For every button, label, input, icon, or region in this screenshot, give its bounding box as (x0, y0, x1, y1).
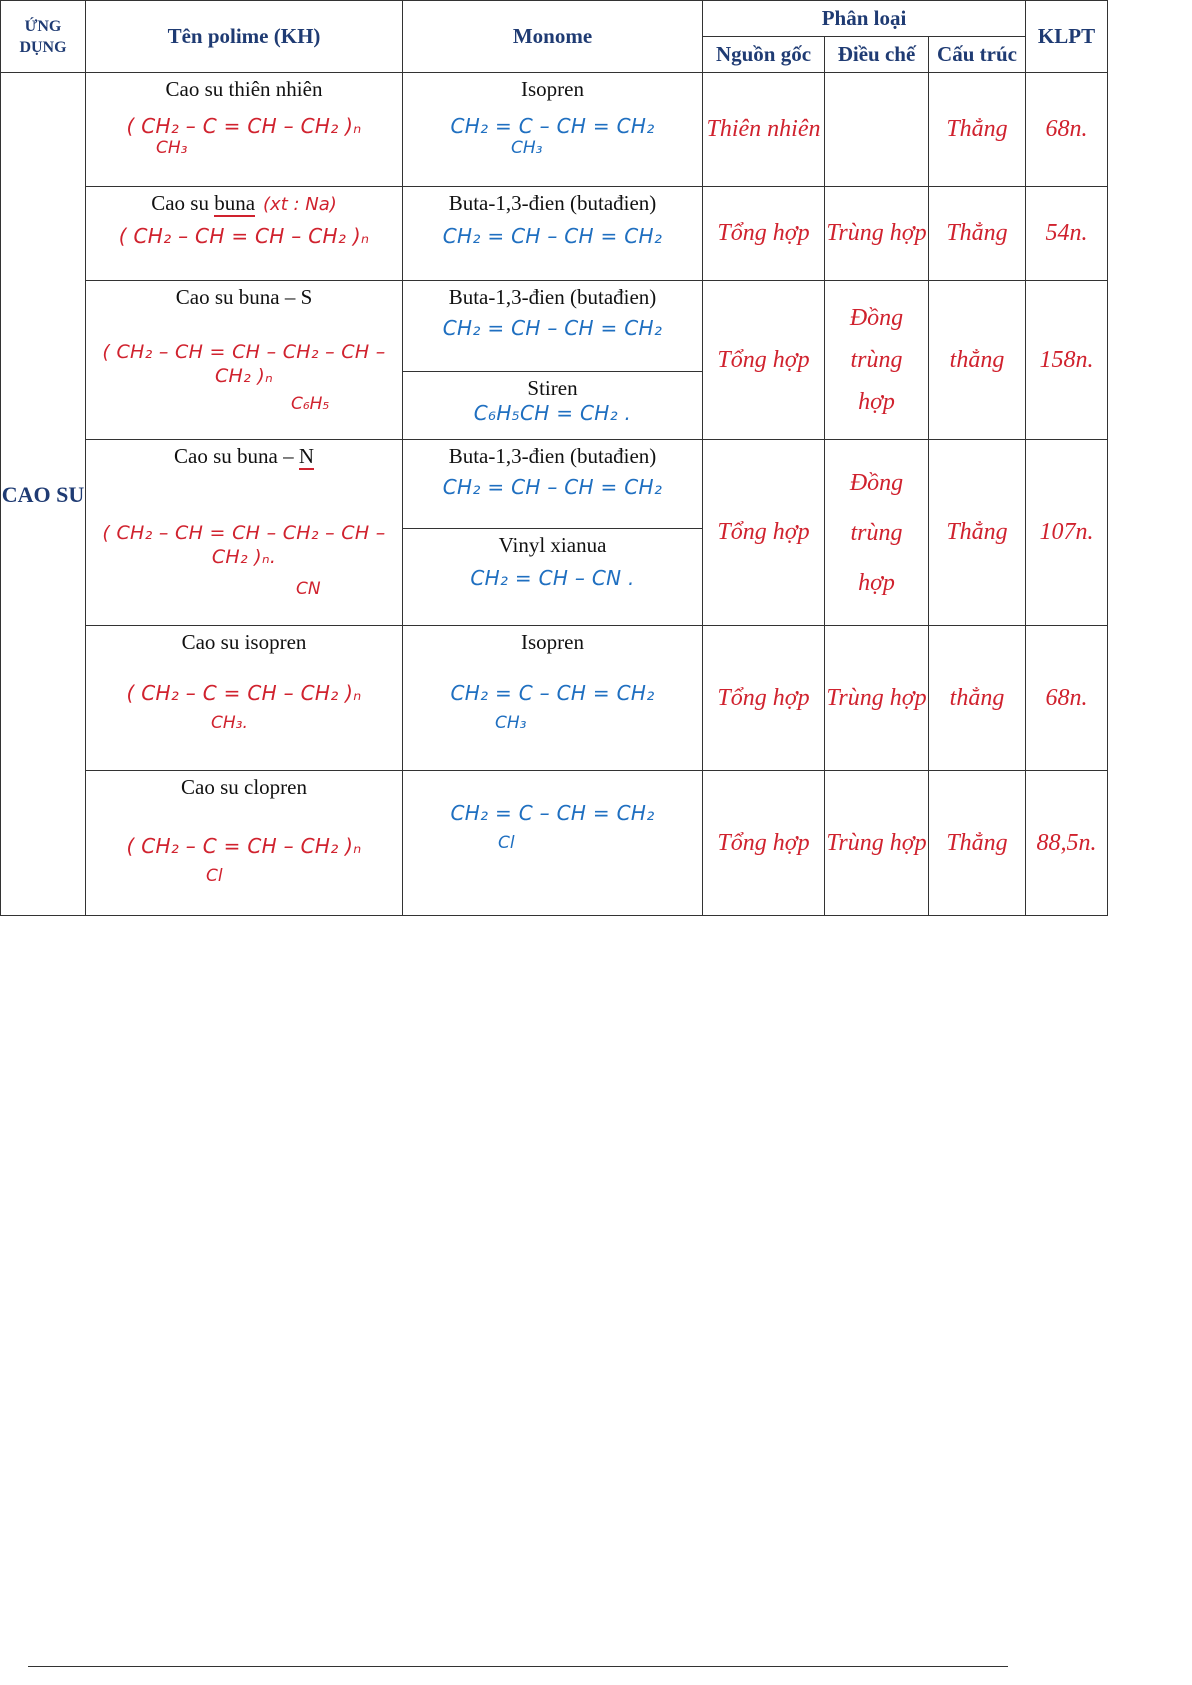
monomer-cell (403, 440, 703, 626)
table-row (1, 187, 1108, 281)
monomer2-name: Vinyl xianua (498, 533, 607, 557)
monomer-formula: CH₂ = CH – CH = CH₂ (442, 316, 663, 340)
structure-cell: thẳng (929, 281, 1026, 440)
polymer-formula: ( CH₂ – CH = CH – CH₂ )ₙ (118, 224, 370, 248)
polymer-cell (86, 440, 403, 626)
monomer2-name: Stiren (527, 376, 578, 400)
preparation-line: hợp (858, 389, 895, 415)
mw-cell: 88,5n. (1026, 771, 1108, 916)
polymer-formula: ( CH₂ – C = CH – CH₂ )ₙ (126, 834, 362, 858)
monomer-formula: CH₂ = C – CH = CH₂ (450, 801, 655, 825)
monomer-name: Buta-1,3-đien (butađien) (448, 191, 657, 215)
origin-cell: Thiên nhiên (703, 73, 825, 187)
monomer-formula: CH₂ = C – CH = CH₂ (450, 681, 655, 705)
polymer-name (86, 444, 402, 469)
table-row (1, 626, 1108, 771)
monomer-formula: CH₂ = CH – CH = CH₂ (442, 224, 663, 248)
monomer-formula: CH₂ = C – CH = CH₂ (450, 114, 655, 138)
monomer-name: Buta-1,3-đien (butađien) (448, 444, 657, 468)
catalyst-note: (xt : Na) (263, 194, 337, 215)
polymer-branch: C₆H₅ (291, 394, 330, 414)
preparation-line: Đồng (849, 305, 904, 331)
preparation-cell: Trùng hợp (825, 771, 929, 916)
preparation-cell (825, 281, 929, 440)
monomer-cell (403, 73, 703, 187)
polymer-name: Cao su buna – S (175, 285, 313, 309)
monomer-branch: CH₃ (511, 138, 543, 158)
structure-cell: thẳng (929, 626, 1026, 771)
category-cell (1, 73, 86, 916)
header-mw: KLPT (1026, 1, 1108, 73)
polymer-formula: ( CH₂ – C = CH – CH₂ )ₙ (126, 114, 362, 138)
monomer-formula: CH₂ = CH – CH = CH₂ (442, 475, 663, 499)
polymer-cell (86, 771, 403, 916)
polymer-formula: ( CH₂ – CH = CH – CH₂ – CH – CH₂ )ₙ (102, 341, 386, 387)
header-name: Tên polime (KH) (86, 1, 403, 73)
polymer-name-underlined: buna (214, 191, 256, 215)
polymer-name: Cao su isopren (181, 630, 307, 654)
origin-cell: Tổng hợp (703, 771, 825, 916)
structure-cell: Thẳng (929, 771, 1026, 916)
mw-cell: 54n. (1026, 187, 1108, 281)
polymer-name-underlined: N (298, 444, 314, 468)
monomer-cell (403, 626, 703, 771)
structure-cell: Thẳng (929, 187, 1026, 281)
structure-cell: Thẳng (929, 440, 1026, 626)
polymer-cell (86, 281, 403, 440)
mw-cell: 68n. (1026, 73, 1108, 187)
polymer-branch: CH₃. (211, 713, 248, 733)
monomer-branch: CH₃ (495, 713, 527, 733)
monomer-cell (403, 281, 703, 440)
polymer-formula: ( CH₂ – C = CH – CH₂ )ₙ (126, 681, 362, 705)
polymer-name-prefix: Cao su buna – (174, 444, 299, 468)
header-origin: Nguồn gốc (703, 37, 825, 73)
table-row (1, 440, 1108, 626)
table-row (1, 281, 1108, 440)
header-classification: Phân loại (703, 1, 1026, 37)
mw-cell: 158n. (1026, 281, 1108, 440)
preparation-line: trùng (850, 347, 903, 373)
preparation-line: Đồng (849, 469, 904, 496)
polymer-branch: CN (296, 579, 321, 599)
monomer-branch: Cl (498, 833, 515, 853)
polymer-name (86, 191, 402, 216)
structure-cell: Thẳng (929, 73, 1026, 187)
polymer-name: Cao su clopren (181, 775, 307, 799)
preparation-cell: Trùng hợp (825, 187, 929, 281)
mw-cell: 68n. (1026, 626, 1108, 771)
monomer2-formula: C₆H₅CH = CH₂ . (473, 401, 632, 425)
monomer-name: Isopren (521, 77, 584, 101)
polymer-cell (86, 73, 403, 187)
polymer-cell (86, 626, 403, 771)
header-structure: Cấu trúc (929, 37, 1026, 73)
origin-cell: Tổng hợp (703, 281, 825, 440)
category-label: CAO SU (1, 481, 85, 507)
polymer-branch: Cl (206, 866, 223, 886)
preparation-cell: Trùng hợp (825, 626, 929, 771)
monomer-name: Isopren (521, 630, 584, 654)
origin-cell: Tổng hợp (703, 187, 825, 281)
preparation-cell (825, 440, 929, 626)
monomer-cell (403, 771, 703, 916)
monomer-cell (403, 187, 703, 281)
table-row (1, 771, 1108, 916)
polymer-cell (86, 187, 403, 281)
preparation-line: hợp (858, 569, 895, 596)
header-preparation: Điều chế (825, 37, 929, 73)
header-monomer: Monome (403, 1, 703, 73)
header-app: ỨNG DỤNG (1, 1, 86, 73)
footer-divider (28, 1666, 1008, 1667)
table-row (1, 73, 1108, 187)
origin-cell: Tổng hợp (703, 626, 825, 771)
polymer-name-prefix: Cao su (151, 191, 215, 215)
polymer-name: Cao su thiên nhiên (165, 77, 323, 101)
monomer2-formula: CH₂ = CH – CN . (470, 566, 635, 590)
preparation-cell (825, 73, 929, 187)
monomer-name: Buta-1,3-đien (butađien) (448, 285, 657, 309)
mw-cell: 107n. (1026, 440, 1108, 626)
preparation-line: trùng (850, 519, 903, 546)
polymer-branch: CH₃ (156, 138, 188, 158)
origin-cell: Tổng hợp (703, 440, 825, 626)
polymer-formula: ( CH₂ – CH = CH – CH₂ – CH – CH₂ )ₙ. (102, 522, 386, 568)
